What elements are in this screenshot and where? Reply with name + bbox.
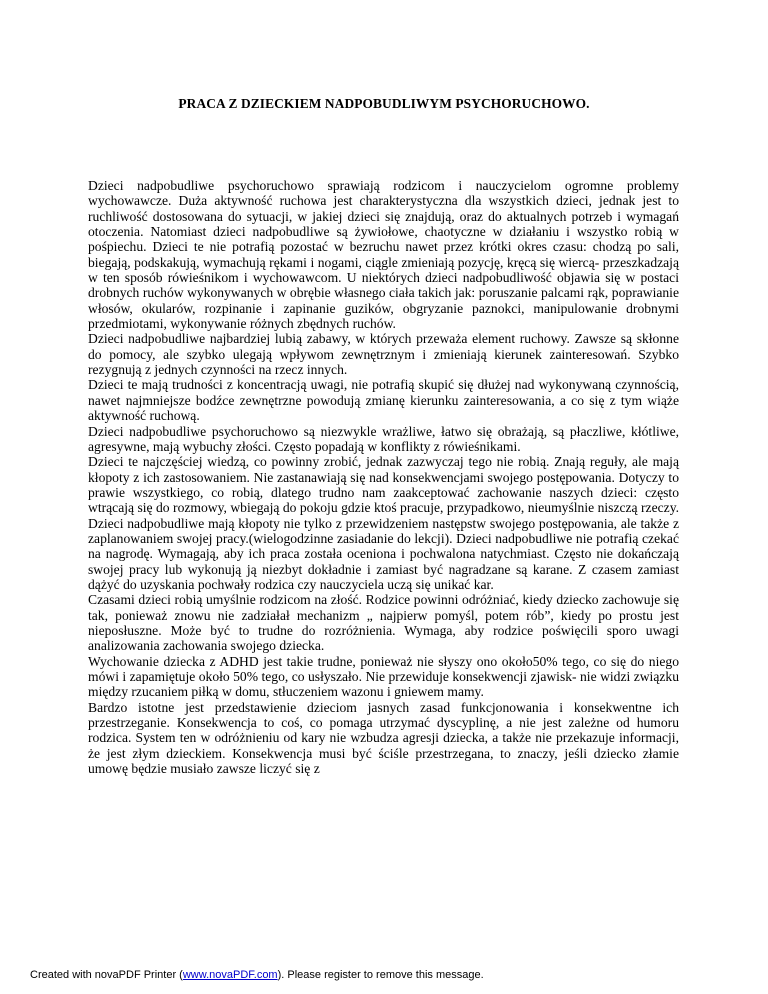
footer-suffix: ). Please register to remove this message. xyxy=(277,969,484,981)
novapdf-link[interactable]: www.novaPDF.com xyxy=(182,969,278,981)
paragraph: Dzieci te mają trudności z koncentracją uwagi, nie potrafią skupić się dłużej nad wykonywaną czynnością, nawet najmniejsze bodźce zewnętrzne powodują zmianę kierunku zainteresowania, a co się z tym wiąże aktywność ruchową. xyxy=(88,377,679,424)
paragraph: Dzieci nadpobudliwe psychoruchowo są niezwykle wrażliwe, łatwo się obrażają, są płaczliwe, kłótliwe, agresywne, mają wybuchy złości. Często popadają w konflikty z rówieśnikami. xyxy=(88,423,679,454)
footer-prefix: Created with novaPDF Printer ( xyxy=(30,969,183,981)
paragraph: Dzieci nadpobudliwe najbardziej lubią zabawy, w których przeważa element ruchowy. Zawsze są skłonne do pomocy, ale szybko ulegają wpływom zewnętrznym i zmieniają kierunek zainteresowań. Szybko rezygnują z jednych czynności na rzecz innych. xyxy=(88,331,679,378)
page-title: PRACA Z DZIECKIEM NADPOBUDLIWYM PSYCHORUCHOWO. xyxy=(178,96,590,111)
paragraph: Dzieci te najczęściej wiedzą, co powinny zrobić, jednak zazwyczaj tego nie robią. Znają reguły, ale mają kłopoty z ich zastosowaniem. Nie zastanawiają się nad konsekwencjami swojego postępowania. Dotyczy to prawie wszystkiego, co robią, dlatego trudno nam zaakceptować zachowanie naszych dzieci: często wtrącają się do rozmowy, wbiegają do pokoju gdzie ktoś pracuje, przypadkowo, nieumyślnie niszczą rzeczy. Dzieci nadpobudliwe mają kłopoty nie tylko z przewidzeniem następstw swojego postępowania, ale także z zaplanowaniem swojej pracy.(wielogodzinne zasiadanie do lekcji). Dzieci nadpobudliwe nie potrafią czekać na nagrodę. Wymagają, aby ich praca została oceniona i pochwalona natychmiast. Często nie dokańczają swojej pracy lub wykonują ją niezbyt dokładnie i zamiast być nagradzane są karane. Z czasem zamiast dążyć do uzyskania pochwały rodzica czy nauczyciela uczą się unikać kar. xyxy=(88,454,679,592)
paragraph: Bardzo istotne jest przedstawienie dzieciom jasnych zasad funkcjonowania i konsekwentne ich przestrzeganie. Konsekwencja to coś, co pomaga utrzymać dyscyplinę, a nie jest zależne od humoru rodzica. System ten w odróżnieniu od kary nie wzbudza agresji dziecka, a także nie przekazuje informacji, że jest złym dzieckiem. Konsekwencja musi być ściśle przestrzegana, to znaczy, jeśli dziecko złamie umowę będzie musiało zawsze liczyć się z xyxy=(88,699,679,777)
watermark-footer xyxy=(30,969,484,981)
paragraph: Dzieci nadpobudliwe psychoruchowo sprawiają rodzicom i nauczycielom ogromne problemy wychowawcze. Duża aktywność ruchowa jest charakterystyczna dla wszystkich dzieci, jednak jest to ruchliwość dostosowana do sytuacji, w jakiej dzieci się znajdują, oraz do aktualnych potrzeb i wymagań otoczenia. Natomiast dzieci nadpobudliwe są żywiołowe, chaotyczne w działaniu i wszystko robią w pośpiechu. Dzieci te nie potrafią pozostać w bezruchu nawet przez krótki okres czasu: chodzą po sali, biegają, podskakują, wymachują rękami i nogami, ciągle zmieniają pozycję, kręcą się wiercą- przeszkadzają w ten sposób rówieśnikom i wychowawcom. U niektórych dzieci nadpobudliwość objawia się w postaci drobnych ruchów wykonywanych w obrębie własnego ciała takich jak: poruszanie palcami rąk, poprawianie włosów, okularów, rozpinanie i zapinanie guzików, obgryzanie paznokci, manipulowanie drobnymi przedmiotami, wykonywanie różnych zbędnych ruchów. xyxy=(88,178,679,332)
document-body xyxy=(88,178,679,776)
paragraph: Wychowanie dziecka z ADHD jest takie trudne, ponieważ nie słyszy ono około50% tego, co się do niego mówi i zapamiętuje około 50% tego, co usłyszało. Nie przewiduje konsekwencji zjawisk- nie widzi związku między rzucaniem piłką w domu, stłuczeniem wazonu i gniewem mamy. xyxy=(88,653,679,700)
paragraph: Czasami dzieci robią umyślnie rodzicom na złość. Rodzice powinni odróżniać, kiedy dziecko zachowuje się tak, ponieważ znowu nie zadziałał mechanizm „ najpierw pomyśl, potem rób”, kiedy po prostu jest nieposłuszne. Może być to trudne do rozróżnienia. Wymaga, aby rodzice poświęcili sporo uwagi analizowania zachowania swojego dziecka. xyxy=(88,592,679,654)
